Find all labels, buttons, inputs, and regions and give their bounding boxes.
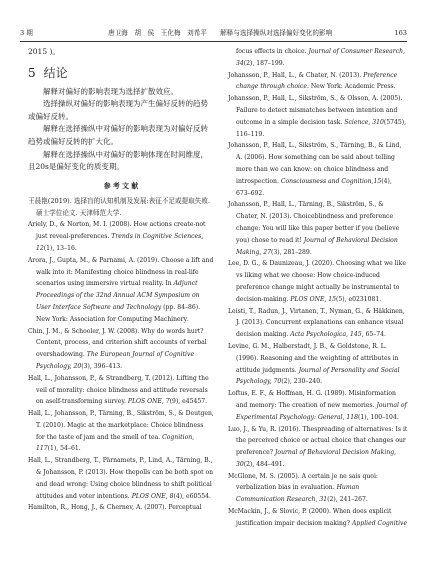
reference-text: Loftus, E. F., & Hoffman, H. G. (1989). Misinformation and memory: The creation of new memories. [228, 390, 396, 409]
reference-source: Journal of Personality and Social Psychology, 70 [236, 366, 400, 386]
section-title: 结论 [43, 65, 68, 80]
reference-tail: . New York: Academic Press. [306, 83, 396, 91]
reference-entry [228, 341, 408, 388]
reference-source: Preference change through choice [236, 71, 398, 91]
reference-tail: (1), 54–61. [47, 445, 81, 453]
reference-entry [28, 373, 214, 408]
reference-text: McMackin, J., & Slovic, P. (2000). When does explicit justification impair decision making? [228, 508, 392, 527]
reference-entry [28, 408, 214, 455]
reference-tail: (2), 484–491. [243, 460, 285, 468]
reference-entry [28, 326, 214, 373]
reference-text: Leisti, T., Radun, J., Virtanen, T., Nyman, G., & Häkkinen, J. (2013). Concurrent explanations can enhance visual decision making. [228, 307, 405, 339]
reference-entry [228, 388, 408, 423]
reference-text: Luo, J., & Yu, R. (2016). Thespreading of alternatives: Is it the perceived choice or actual choice that changes our preference? [228, 425, 408, 457]
right-column [228, 46, 408, 530]
reference-source: Applied Cognitive [352, 519, 408, 527]
reference-text: Johansson, P., Hall, L., Sikström, S., Tärning, B., & Lind, A. (2006). How something can be said about telling more than we can know: on choice blindness and introspection. [228, 142, 402, 185]
reference-text: Johansson, P., Hall, L., Tärning, B., Sikström, S., & Chater, N. (2013). Choiceblindness and preference change: You will like this paper better if you (believe you) chose to read it! [228, 201, 400, 244]
reference-tail: (4), 673–692. [236, 177, 392, 197]
reference-source: PLOS ONE, 8 [131, 492, 174, 500]
reference-source: Journal of Experimental Psychology: General, 118 [236, 401, 407, 421]
reference-text: Ariely, D., & Norton, M. I. (2008). How actions create-not just reveal-preferences. [28, 221, 206, 241]
reference-entry [228, 471, 408, 506]
reference-source: Acta Psychologica, 145 [290, 331, 362, 339]
reference-source: PLOS ONE, 15 [290, 295, 337, 303]
reference-tail: (9), e45457. [169, 398, 208, 406]
reference-entry [228, 46, 408, 70]
reference-entry [28, 219, 214, 254]
reference-tail: (5), e0231081. [336, 295, 382, 303]
reference-entry [228, 424, 408, 471]
reference-text: Johansson, P., Hall, L., Sikström, S., & Olsson, A. (2005). Failure to detect mismatches between intention and outcome in a simple decision task. [228, 95, 403, 126]
reference-source: Cognition, 117 [36, 433, 195, 453]
reference-entry [28, 455, 214, 502]
reference-source: Trends in Cognitive Sciences, 12 [36, 233, 204, 252]
reference-text: McGlone, M. S. (2005). A certain je ne sais quoi: verbalization bias in evaluation. [228, 472, 378, 492]
conclusion-paragraph: 选择操纵对偏好的影响表现为产生偏好反转的趋势或偏好反转。 [28, 99, 208, 121]
reference-source: PLOS ONE, 7 [127, 398, 170, 406]
reference-tail: (3), 396–413. [81, 362, 123, 370]
reference-entry [228, 93, 408, 140]
reference-source: The European Journal of Cognitive Psychology, 20 [36, 351, 195, 370]
reference-tail: (4), e60554. [173, 492, 211, 500]
reference-text: Lee, D. G., & Daunizeau, J. (2020). Choosing what we like vs liking what we choose: How choice-induced preference change might actually be instrumental to decision-making. [228, 260, 406, 303]
reference-text: Hall, L., Strandberg, T., Pärnamets, P., Lind, A., Tärning, B., & Johansson, P. (2013). How thepolls can be both spot on and dead wrong: Using choice blindness to shift political attitudes and voter intentions. [28, 457, 214, 500]
reference-text: 王晨艳(2019). 选择盲的认知机制及发展:表征不足或提取失败. 硕士学位论文. 天津师范大学. [28, 196, 211, 217]
running-header [20, 26, 407, 40]
reference-text: Hall, L., Johansson, P., & Strandberg, T. (2012). Lifting the veil of morality: choice blindness and attitude reversals on aself-transforming survey. [28, 374, 209, 406]
section-number: 5 [28, 65, 36, 80]
reference-source: Journal of Behavioral Decision Making, 27 [236, 236, 398, 256]
page-number: 163 [394, 29, 407, 37]
reference-entry [28, 502, 214, 514]
reference-source: Adjunct Proceedings of the 32nd Annual ACM Symposium on User Interface Software and Technology [36, 280, 200, 311]
reference-tail: (5745), 116–119. [236, 118, 407, 138]
conclusion-paragraph: 解释在选择操纵中对偏好的影响表现为对偏好反转趋势或偏好反转的扩大化。 [28, 124, 208, 146]
reference-source: Journal of Consumer Research, 34 [236, 48, 405, 67]
reference-list-right [228, 46, 408, 530]
references-heading: 参 考 文 献 [103, 181, 139, 190]
reference-entry [228, 140, 408, 199]
reference-tail: (pp. 84–86). New York: Association for Computing Machinery. [36, 303, 201, 323]
reference-tail: (1), 100–104. [358, 413, 399, 421]
reference-entry [228, 258, 408, 305]
reference-text: Levine, G. M., Halberstadt, J. B., & Goldstone, R. L. (1996). Reasoning and the weighting of attributes in attitude judgments. [228, 342, 399, 374]
section-heading [28, 64, 214, 82]
left-column [28, 46, 214, 514]
reference-text: Chin, J. M., & Schooler, J. W. (2008). Why do words hurt? Content, process, and criterion shift accounts of verbal overshadowing. [28, 327, 207, 359]
reference-list-left [28, 196, 214, 515]
reference-entry [228, 199, 408, 258]
reference-text: Hamilton, R., Hong, J., & Chernev, A. (2007). Perceptual [28, 504, 202, 512]
reference-text: Hall, L., Johansson, P., Tärning, B., Sikström, S., & Deutgen, T. (2010). Magic at the marketplace: Choice blindness for the taste of jam and the smell of tea. [28, 410, 214, 441]
reference-entry [28, 196, 214, 220]
reference-entry [228, 506, 408, 530]
conclusion-paragraph: 解释在选择操纵中对偏好的影响体现在时间维度，且20s是偏好变化的质变期。 [28, 149, 208, 172]
reference-text: Arora, J., Gupta, M., & Parnami, A. (2019). Choose a lift and walk into it: Manifesting choice blindness in real-life scenarios using immersive virtual reality. In [28, 256, 214, 288]
running-title: 唐卫海 胡 侯 王化梅 刘希平 解释与选择操纵对选择偏好变化的影响 [108, 29, 333, 37]
reference-entry [28, 255, 214, 326]
reference-tail: (1), 13–16. [43, 244, 77, 252]
issue-label: 3 期 [20, 29, 33, 37]
reference-tail: (2), 187–199. [243, 59, 285, 67]
reference-tail: (2), 241–267. [327, 496, 368, 504]
reference-source: Human Communication Research, 31 [236, 484, 360, 504]
reference-text: focus effects in choice. [236, 48, 309, 55]
reference-tail: , 65–74. [361, 331, 386, 339]
reference-source: Consciousness and Cognition,15 [280, 177, 382, 185]
reference-source: Journal of Behavioral Decision Making, 30 [236, 449, 397, 468]
reference-entry [228, 70, 408, 94]
reference-entry [228, 306, 408, 341]
reference-tail: (2), 230–240. [281, 378, 323, 386]
header-rule [20, 41, 407, 42]
conclusion-paragraph: 解释对偏好的影响表现为选择扩散效应。 [43, 86, 178, 96]
continuation-text: 2015 )。 [28, 47, 60, 56]
reference-tail: (3), 281–289. [270, 248, 312, 256]
reference-source: Science, 310 [344, 118, 384, 126]
reference-text: Johansson, P., Hall, L., & Chater, N. (2013). [228, 71, 364, 79]
